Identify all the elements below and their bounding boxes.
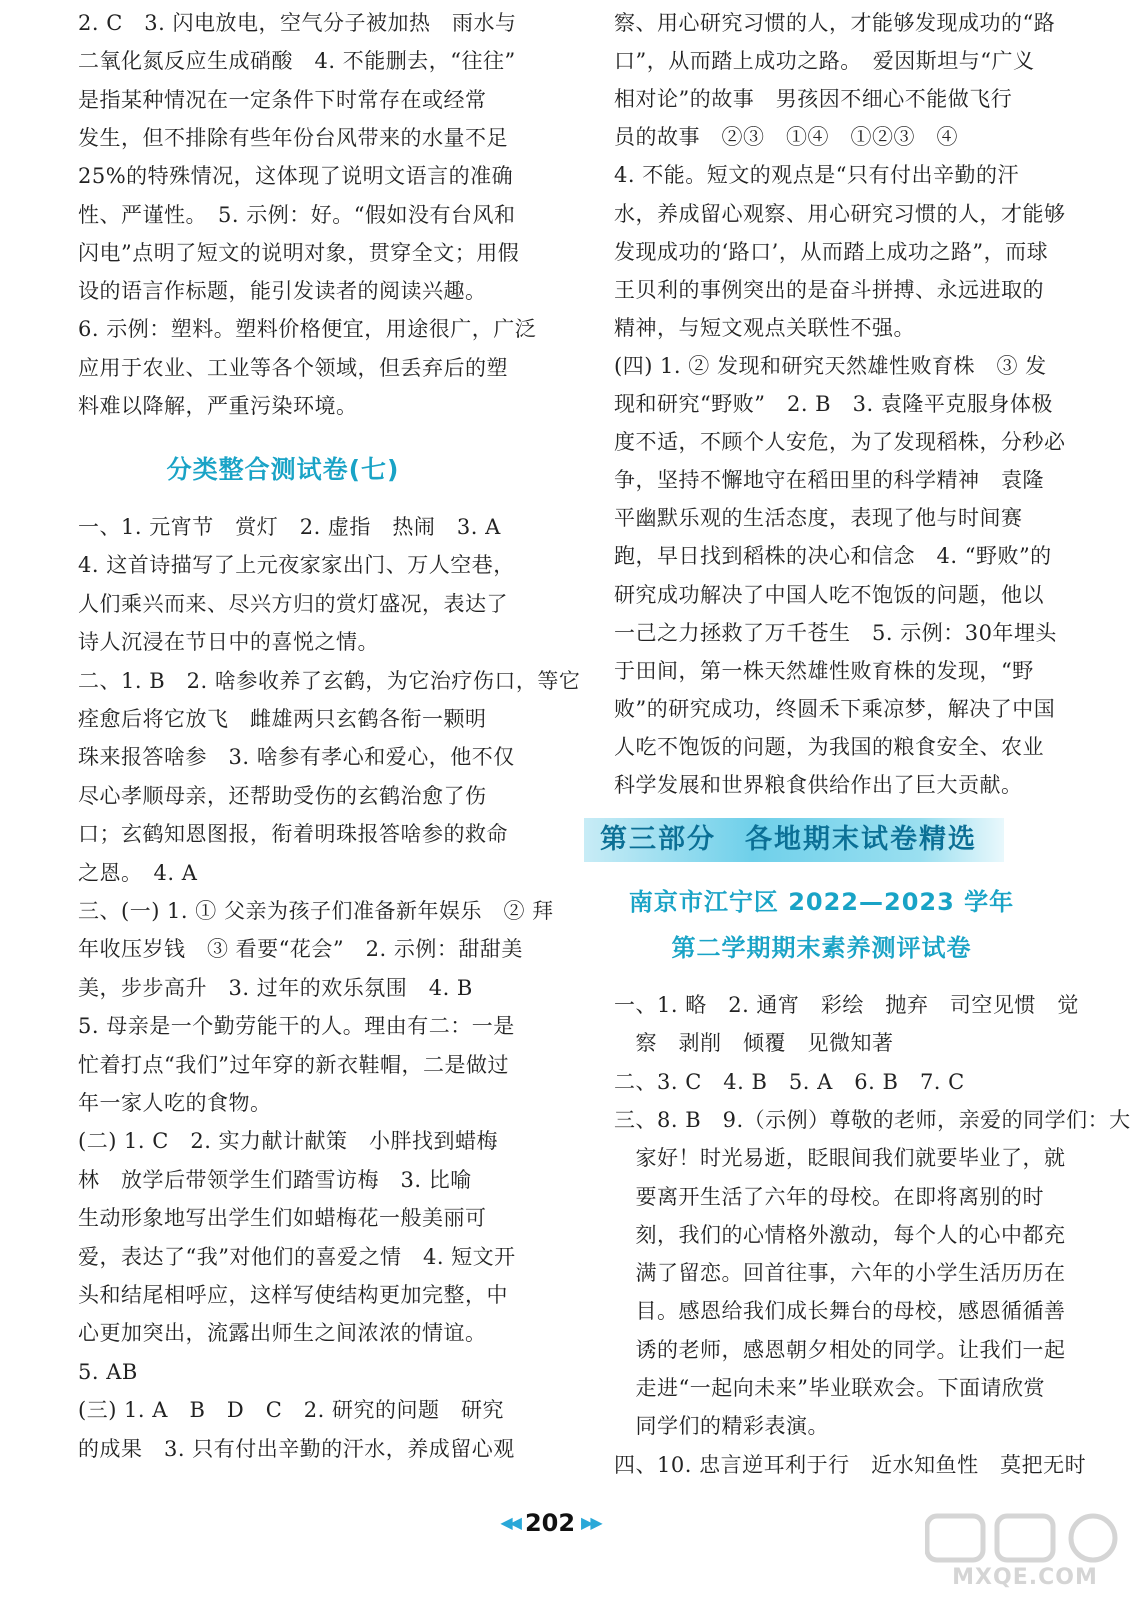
page-number: 202 <box>524 1509 576 1537</box>
answer-line: 于田间，第一株天然雄性败育株的发现，“野 <box>614 658 1034 683</box>
answer-line: 员的故事 ②③ ①④ ①②③ ④ <box>614 125 958 150</box>
answer-line: 爱，表达了“我”对他们的喜爱之情 4. 短文开 <box>78 1244 516 1269</box>
answer-line: 心更加突出，流露出师生之间浓浓的情谊。 <box>78 1321 487 1346</box>
answer-line: 平幽默乐观的生活态度，表现了他与时间赛 <box>614 506 1023 531</box>
answer-line: 察、用心研究习惯的人，才能够发现成功的“路 <box>614 11 1056 35</box>
answer-line: 度不适，不顾个人安危，为了发现稻株，分秒必 <box>614 430 1066 455</box>
answer-line: 相对论”的故事 男孩因不细心不能做飞行 <box>614 87 1013 112</box>
answer-line: 一己之力拯救了万千苍生 5. 示例：30年埋头 <box>614 620 1057 645</box>
answer-line: 痊愈后将它放飞 雌雄两只玄鹤各衔一颗明 <box>78 707 487 731</box>
answer-line: 4. 这首诗描写了上元夜家家出门、万人空巷， <box>78 553 515 578</box>
answer-line: 发生，但不排除有些年份台风带来的水量不足 <box>78 125 508 150</box>
prev-arrows-icon: ◀◀ <box>500 1513 519 1532</box>
answer-line: 头和结尾相呼应，这样写使结构更加完整，中 <box>78 1283 508 1307</box>
answer-line: 年一家人吃的食物。 <box>78 1091 272 1115</box>
answer-line: (三) 1. A B D C 2. 研究的问题 研究 <box>78 1398 504 1423</box>
answer-line: 察 剥削 倾覆 见微知著 <box>614 1031 894 1056</box>
part-banner-title: 第三部分 各地期末试卷精选 <box>600 824 977 855</box>
answer-line: 一、1. 元宵节 赏灯 2. 虚指 热闹 3. A <box>78 515 501 539</box>
answer-line: 应用于农业、工业等各个领域，但丢弃后的塑 <box>78 355 508 380</box>
page-footer <box>470 1508 630 1538</box>
answer-line: 生动形象地写出学生们如蜡梅花一般美丽可 <box>78 1206 487 1231</box>
answer-line: 诗人沉浸在节日中的喜悦之情。 <box>78 630 379 655</box>
answer-line: 精神，与短文观点关联性不强。 <box>614 315 915 340</box>
answer-line: 家好！时光易逝，眨眼间我们就要毕业了，就 <box>614 1146 1066 1171</box>
answer-line: 尽心孝顺母亲，还帮助受伤的玄鹤治愈了伤 <box>78 783 487 808</box>
answer-line: 刻，我们的心情格外激动，每个人的心中都充 <box>614 1222 1066 1247</box>
answer-line: 之恩。 4. A <box>78 860 198 885</box>
part-banner <box>584 818 1004 865</box>
answer-line: 三、8. B 9.（示例）尊敬的老师，亲爱的同学们：大 <box>614 1107 1131 1132</box>
answer-line: 水，养成留心观察、用心研究习惯的人，才能够 <box>614 201 1066 226</box>
answer-line: (四) 1. ② 发现和研究天然雄性败育株 ③ 发 <box>614 353 1047 378</box>
answer-line: 的成果 3. 只有付出辛勤的汗水，养成留心观 <box>78 1436 515 1461</box>
next-arrows-icon: ▶▶ <box>581 1513 600 1532</box>
answer-line: 珠来报答啥参 3. 啥参有孝心和爱心，他不仅 <box>78 745 515 770</box>
answer-line: (二) 1. C 2. 实力献计献策 小胖找到蜡梅 <box>78 1129 499 1154</box>
answer-line: 美，步步高升 3. 过年的欢乐氛围 4. B <box>78 975 473 1000</box>
answer-line: 发现成功的‘路口’，从而踏上成功之路”，而球 <box>614 239 1049 264</box>
answer-line: 设的语言作标题，能引发读者的阅读兴趣。 <box>78 279 487 304</box>
answer-line: 诱的老师，感恩朝夕相处的同学。让我们一起 <box>614 1337 1066 1362</box>
watermark <box>925 1512 1125 1590</box>
answer-line: 二氧化氮反应生成硝酸 4. 不能删去，“往往” <box>78 49 516 74</box>
answer-line: 口；玄鹤知恩图报，衔着明珠报答啥参的救命 <box>78 822 508 847</box>
answer-line: 同学们的精彩表演。 <box>614 1414 829 1439</box>
answer-line: 5. AB <box>78 1359 138 1384</box>
exam-title-line2: 第二学期期末素养测评试卷 <box>671 934 972 962</box>
answer-line: 要离开生活了六年的母校。在即将离别的时 <box>614 1184 1044 1209</box>
answer-line: 研究成功解决了中国人吃不饱饭的问题，他以 <box>614 582 1044 607</box>
answer-line: 忙着打点“我们”过年穿的新衣鞋帽，二是做过 <box>78 1052 509 1077</box>
answer-line: 走进“一起向未来”毕业联欢会。下面请欣赏 <box>614 1376 1045 1400</box>
exam-title-line1: 南京市江宁区 2022—2023 学年 <box>628 888 1015 916</box>
answer-line: 目。感恩给我们成长舞台的母校，感恩循循善 <box>614 1299 1066 1324</box>
answer-line: 满了留恋。回首往事，六年的小学生活历历在 <box>614 1261 1066 1286</box>
watermark-logo-icon <box>925 1512 1125 1564</box>
answer-line: 闪电”点明了短文的说明对象，贯穿全文；用假 <box>78 240 520 265</box>
answer-line: 科学发展和世界粮食供给作出了巨大贡献。 <box>614 773 1023 797</box>
answer-line: 四、10. 忠言逆耳利于行 近水知鱼性 莫把无时 <box>614 1452 1087 1477</box>
answer-line: 三、(一) 1. ① 父亲为孩子们准备新年娱乐 ② 拜 <box>78 899 554 923</box>
answer-line: 4. 不能。短文的观点是“只有付出辛勤的汗 <box>614 163 1019 188</box>
answer-line: 二、3. C 4. B 5. A 6. B 7. C <box>614 1069 965 1094</box>
answer-line: 5. 母亲是一个勤劳能干的人。理由有二：一是 <box>78 1014 515 1039</box>
answer-line: 王贝利的事例突出的是奋斗拼搏、永远进取的 <box>614 277 1044 302</box>
section-title-7: 分类整合测试卷(七) <box>166 455 400 484</box>
answer-line: 跑，早日找到稻株的决心和信念 4. “野败”的 <box>614 544 1052 569</box>
answer-line: 25%的特殊情况，这体现了说明文语言的准确 <box>78 164 514 189</box>
answer-line: 人吃不饱饭的问题，为我国的粮食安全、农业 <box>614 734 1044 759</box>
answer-line: 一、1. 略 2. 通宵 彩绘 抛弃 司空见惯 觉 <box>614 993 1079 1017</box>
answer-line: 料难以降解，严重污染环境。 <box>78 394 358 418</box>
answer-line: 人们乘兴而来、尽兴方归的赏灯盛况，表达了 <box>78 591 508 616</box>
answer-line: 口”，从而踏上成功之路。 爱因斯坦与“广义 <box>614 49 1035 74</box>
answer-line: 性、严谨性。 5. 示例：好。“假如没有台风和 <box>78 202 516 227</box>
answer-line: 2. C 3. 闪电放电，空气分子被加热 雨水与 <box>78 11 517 35</box>
answer-line: 年收压岁钱 ③ 看要“花会” 2. 示例：甜甜美 <box>78 937 523 962</box>
watermark-url: MXQE.COM <box>952 1565 1098 1590</box>
answer-line: 6. 示例：塑料。塑料价格便宜，用途很广，广泛 <box>78 317 537 342</box>
answer-line: 是指某种情况在一定条件下时常存在或经常 <box>78 87 487 112</box>
answer-line: 现和研究“野败” 2. B 3. 袁隆平克服身体极 <box>614 392 1053 416</box>
answer-line: 林 放学后带领学生们踏雪访梅 3. 比喻 <box>78 1167 472 1192</box>
answer-line: 败”的研究成功，终圆禾下乘凉梦，解决了中国 <box>614 696 1056 721</box>
answer-line: 二、1. B 2. 啥参收养了玄鹤，为它治疗伤口，等它 <box>78 668 581 693</box>
answer-line: 争，坚持不懈地守在稻田里的科学精神 袁隆 <box>614 468 1044 493</box>
